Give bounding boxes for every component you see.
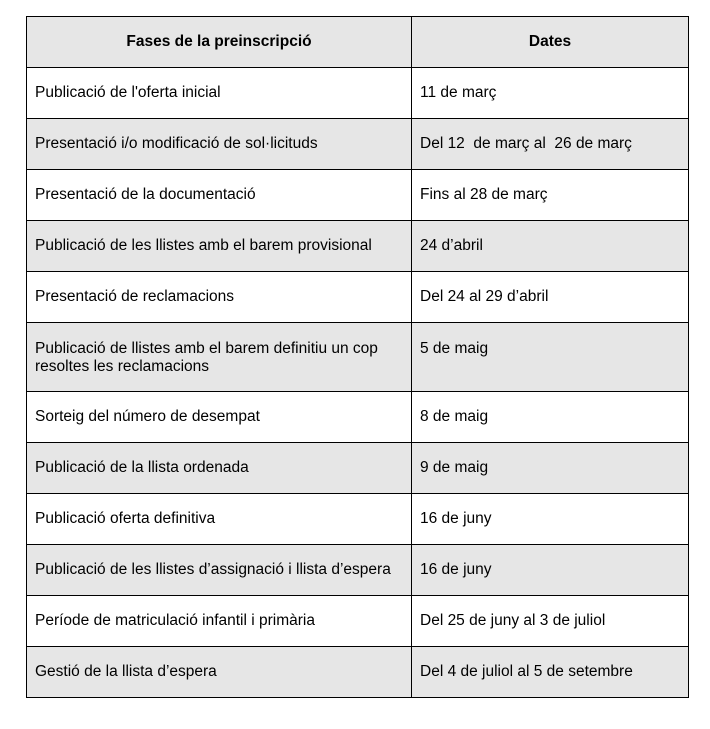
dates-cell: 11 de març bbox=[412, 68, 689, 119]
table-row bbox=[27, 272, 689, 323]
phase-cell: Publicació de la llista ordenada bbox=[27, 443, 412, 494]
dates-cell: 16 de juny bbox=[412, 494, 689, 545]
phase-cell: Període de matriculació infantil i primària bbox=[27, 596, 412, 647]
dates-cell: Del 24 al 29 d’abril bbox=[412, 272, 689, 323]
table-row bbox=[27, 323, 689, 392]
phase-cell: Gestió de la llista d’espera bbox=[27, 647, 412, 698]
phase-cell: Publicació de llistes amb el barem definitiu un cop resoltes les reclamacions bbox=[27, 323, 412, 392]
dates-cell: Del 25 de juny al 3 de juliol bbox=[412, 596, 689, 647]
dates-cell: 8 de maig bbox=[412, 392, 689, 443]
header-dates: Dates bbox=[412, 17, 689, 68]
table-row bbox=[27, 596, 689, 647]
table-row bbox=[27, 68, 689, 119]
dates-cell: 16 de juny bbox=[412, 545, 689, 596]
dates-cell: Del 4 de juliol al 5 de setembre bbox=[412, 647, 689, 698]
phase-cell: Sorteig del número de desempat bbox=[27, 392, 412, 443]
table-row bbox=[27, 443, 689, 494]
dates-cell: 24 d’abril bbox=[412, 221, 689, 272]
phase-cell: Presentació de reclamacions bbox=[27, 272, 412, 323]
phase-cell: Publicació de les llistes d’assignació i llista d’espera bbox=[27, 545, 412, 596]
table-row bbox=[27, 545, 689, 596]
table-row bbox=[27, 221, 689, 272]
table-row bbox=[27, 392, 689, 443]
table-row bbox=[27, 119, 689, 170]
header-phase: Fases de la preinscripció bbox=[27, 17, 412, 68]
dates-cell: 5 de maig bbox=[412, 323, 689, 392]
table-header-row bbox=[27, 17, 689, 68]
phase-cell: Publicació de l'oferta inicial bbox=[27, 68, 412, 119]
phase-cell: Publicació oferta definitiva bbox=[27, 494, 412, 545]
dates-cell: Fins al 28 de març bbox=[412, 170, 689, 221]
table-row bbox=[27, 494, 689, 545]
dates-cell: Del 12 de març al 26 de març bbox=[412, 119, 689, 170]
table-row bbox=[27, 647, 689, 698]
phase-cell: Presentació i/o modificació de sol·licituds bbox=[27, 119, 412, 170]
dates-cell: 9 de maig bbox=[412, 443, 689, 494]
phase-cell: Presentació de la documentació bbox=[27, 170, 412, 221]
table-row bbox=[27, 170, 689, 221]
phase-cell: Publicació de les llistes amb el barem provisional bbox=[27, 221, 412, 272]
preinscription-schedule-table bbox=[26, 16, 689, 698]
